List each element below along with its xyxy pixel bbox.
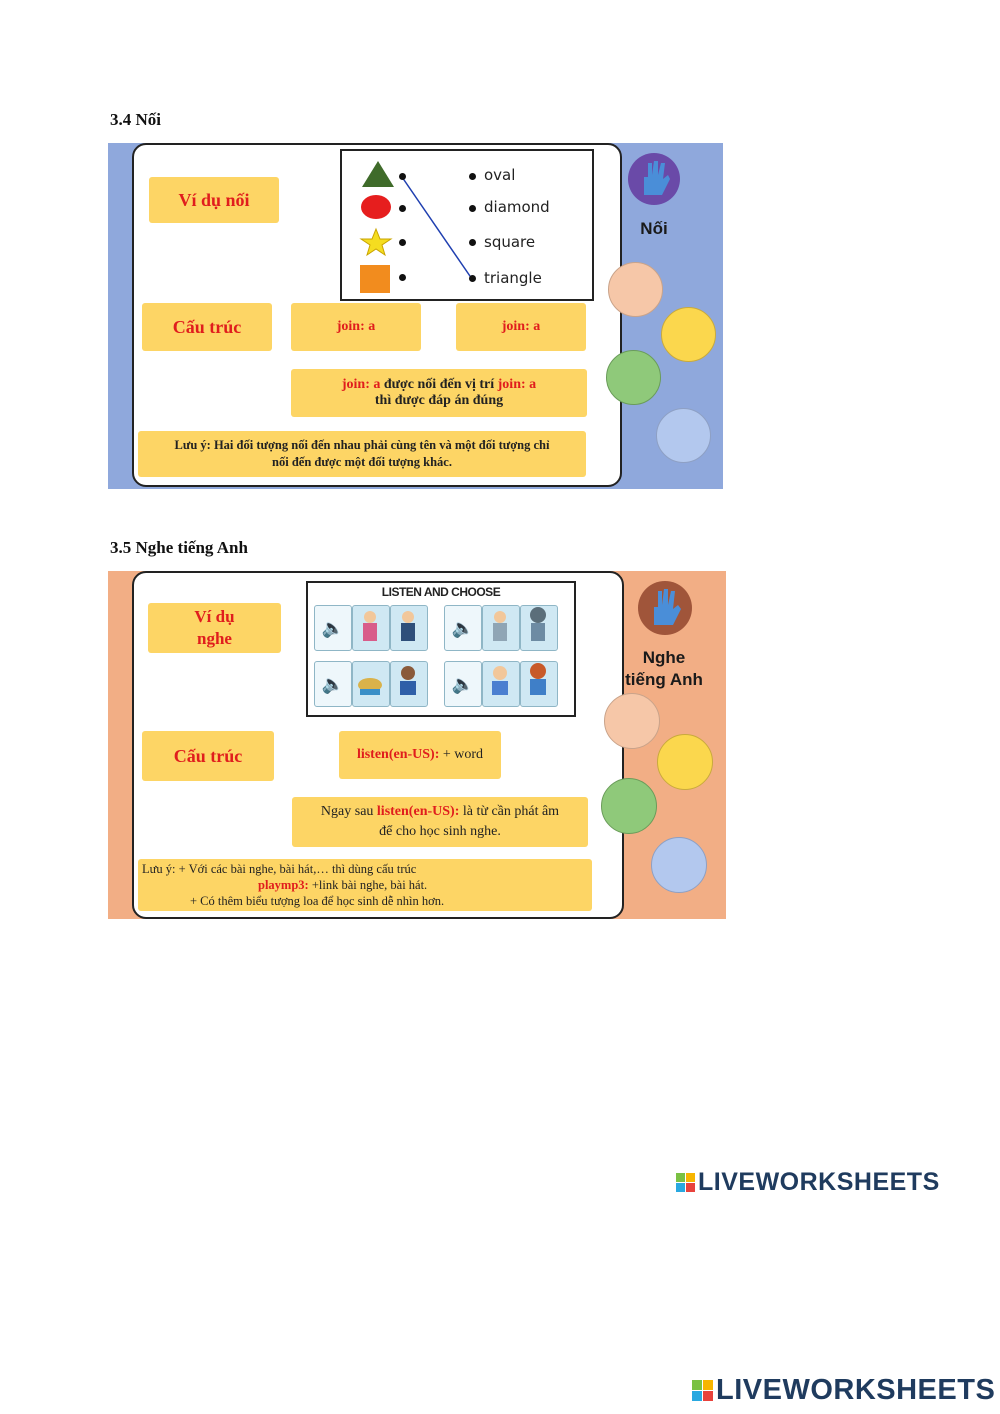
decor-circle-blue	[656, 408, 711, 463]
listen-example-label	[148, 603, 281, 653]
listen-explanation	[292, 797, 588, 847]
join-explanation-line1	[342, 377, 536, 393]
join-explanation	[291, 369, 587, 417]
matching-illustration	[340, 149, 594, 301]
triangle-shape-icon	[362, 161, 394, 187]
listen-syntax-box	[339, 731, 501, 779]
playmp3-token: playmp3:	[258, 878, 309, 892]
right-dot-3[interactable]	[469, 239, 476, 246]
listen-structure-label	[142, 731, 274, 781]
listen-explanation-post: là từ cần phát âm	[459, 804, 560, 819]
listen-side-title-line2: tiếng Anh	[625, 670, 703, 689]
match-line	[402, 177, 472, 279]
logo-text: LIVEWORKSHEETS	[698, 1168, 940, 1196]
shape-label: square	[484, 233, 536, 251]
join-explanation-line2: thì được đáp án đúng	[374, 393, 504, 408]
listen-example-label-line2: nghe	[197, 629, 232, 648]
speaker-button[interactable]	[314, 661, 352, 707]
listen-note	[138, 859, 592, 911]
left-dot-4[interactable]	[399, 274, 406, 281]
decor-circle-peach	[608, 262, 663, 317]
structure-label-text: Cấu trúc	[172, 316, 242, 337]
join-box-2-text: join: a	[501, 319, 541, 334]
listen-token: listen(en-US):	[376, 804, 460, 819]
join-note-line2: nối đến được một đối tượng khác.	[272, 455, 452, 469]
logo-mark-icon	[692, 1380, 713, 1401]
example-label	[149, 177, 279, 223]
right-dot-2[interactable]	[469, 205, 476, 212]
logo-mark-icon	[676, 1173, 695, 1192]
speaker-icon: 🔈	[451, 673, 475, 695]
join-side-title: Nối	[640, 219, 668, 238]
liveworksheets-logo-bottom	[692, 1374, 995, 1407]
logo-text: LIVEWORKSHEETS	[716, 1374, 996, 1406]
decor-circle-green	[606, 350, 661, 405]
listen-slide	[108, 571, 726, 919]
matching-shapes	[342, 151, 592, 299]
listen-explanation-line2: để cho học sinh nghe.	[379, 824, 501, 839]
shape-label: oval	[484, 166, 516, 184]
listen-explanation-line1	[321, 802, 559, 822]
decor-circle-yellow	[657, 734, 713, 790]
section-heading-join: 3.4 Nối	[110, 110, 161, 129]
left-dot-1[interactable]	[399, 173, 406, 180]
listen-explanation-pre: Ngay sau	[320, 804, 377, 819]
join-note-line1: Lưu ý: Hai đối tượng nối đến nhau phải cùng tên và một đối tượng chỉ	[174, 438, 550, 452]
speaker-icon: 🔈	[451, 617, 475, 639]
join-explanation-mid: được nối đến vị trí	[380, 377, 498, 392]
structure-label	[142, 303, 272, 351]
star-shape-icon	[361, 229, 391, 255]
join-token: join: a	[341, 377, 381, 392]
join-token: join: a	[497, 377, 537, 392]
listen-side-title	[624, 647, 704, 691]
listen-side-title-line1: Nghe	[642, 648, 686, 667]
listen-activity-title: LISTEN AND CHOOSE	[381, 585, 501, 599]
right-dot-1[interactable]	[469, 173, 476, 180]
listen-activity-illustration	[306, 581, 576, 717]
listen-note-line2-rest: +link bài nghe, bài hát.	[308, 878, 428, 892]
left-dot-3[interactable]	[399, 239, 406, 246]
decor-circle-yellow	[661, 307, 716, 362]
join-slide	[108, 143, 723, 489]
speaker-icon: 🔈	[321, 617, 345, 639]
hand-icon	[636, 579, 694, 637]
liveworksheets-logo-middle	[676, 1168, 940, 1197]
listen-note-line1: Lưu ý: + Với các bài nghe, bài hát,… thì dùng cấu trúc	[142, 862, 417, 876]
listen-note-line2	[138, 877, 427, 893]
listen-card	[132, 571, 624, 919]
join-card	[132, 143, 622, 487]
decor-circle-green	[601, 778, 657, 834]
join-box-1	[291, 303, 421, 351]
decor-circle-blue	[651, 837, 707, 893]
join-box-1-text: join: a	[336, 319, 376, 334]
listen-token: listen(en-US):	[356, 747, 440, 762]
square-shape-icon	[360, 265, 390, 293]
listen-note-line3: + Có thêm biểu tượng loa để học sinh dễ nhìn hơn.	[190, 894, 445, 908]
listen-example-label-line1: Ví dụ	[194, 607, 235, 626]
example-label-text: Ví dụ nối	[178, 189, 250, 210]
cartoon-figures	[352, 605, 558, 705]
oval-shape-icon	[361, 195, 391, 219]
speaker-button[interactable]	[314, 605, 352, 651]
shape-label: diamond	[484, 198, 550, 216]
shape-label: triangle	[484, 269, 542, 287]
section-heading-listen: 3.5 Nghe tiếng Anh	[110, 538, 248, 557]
join-note	[138, 431, 586, 477]
speaker-icon: 🔈	[321, 673, 345, 695]
listen-structure-label-text: Cấu trúc	[173, 745, 243, 766]
join-box-2	[456, 303, 586, 351]
left-dot-2[interactable]	[399, 205, 406, 212]
hand-icon	[626, 151, 682, 207]
decor-circle-peach	[604, 693, 660, 749]
right-dot-4[interactable]	[469, 275, 476, 282]
listen-syntax-rest: + word	[439, 747, 484, 762]
